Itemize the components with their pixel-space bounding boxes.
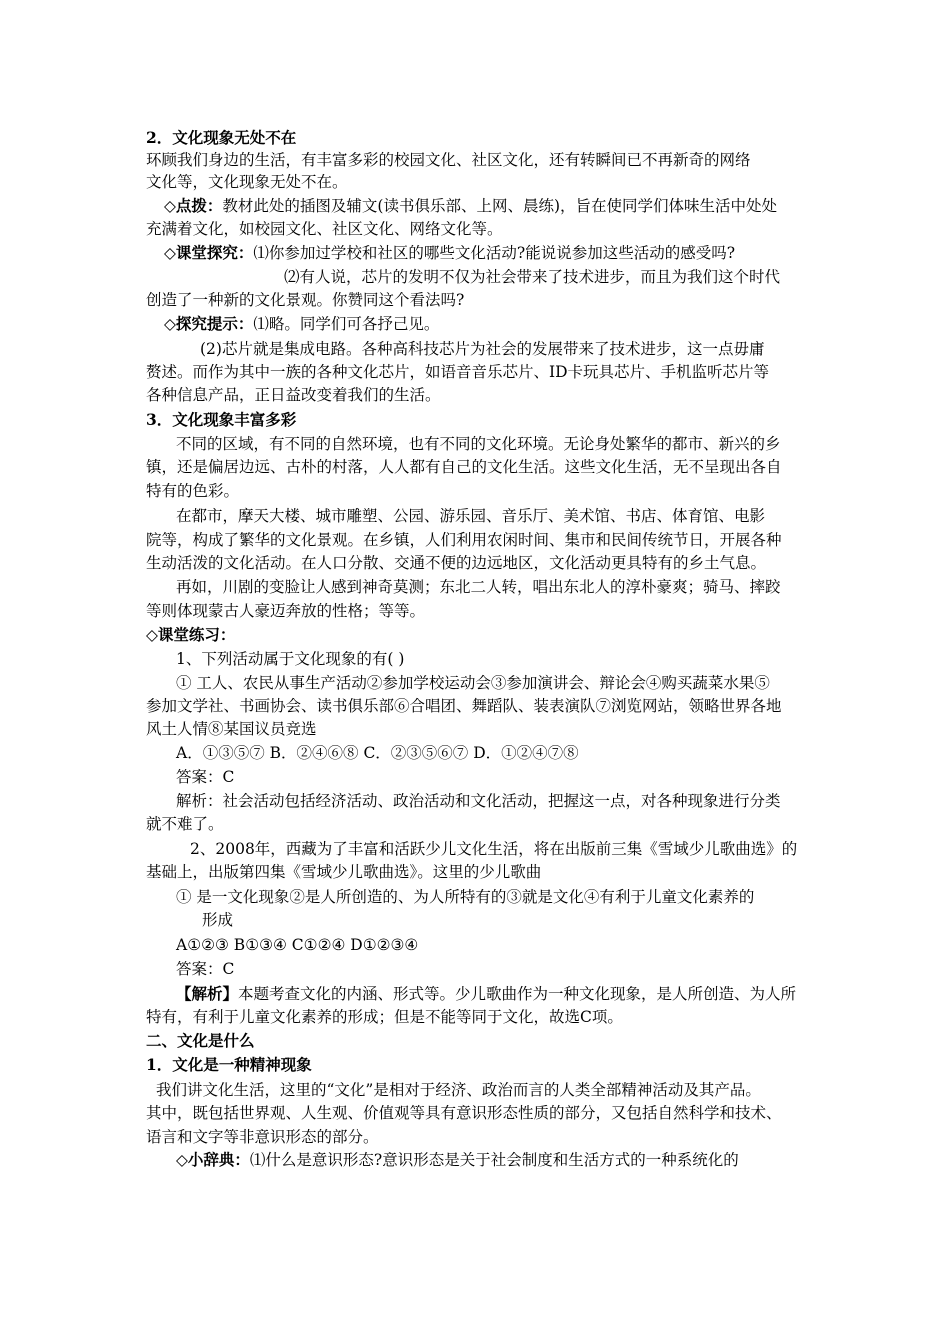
bold-text-segment: ◇小辞典：	[176, 1150, 250, 1169]
text-line	[200, 339, 764, 359]
text-segment: 参加文学社、书画协会、读书俱乐部⑥合唱团、舞蹈队、装表演队⑦浏览网站，领略世界各地	[146, 697, 782, 715]
text-segment: 答案：C	[176, 768, 235, 786]
text-segment: 1、下列活动属于文化现象的有( )	[176, 650, 405, 668]
text-line	[176, 887, 754, 907]
text-segment: 镇，还是偏居边远、古朴的村落，人人都有自己的文化生活。这些文化生活，无不呈现出各自	[146, 458, 782, 476]
bold-text-segment: ◇课堂练习：	[146, 625, 236, 644]
text-line	[176, 1150, 739, 1170]
text-line	[146, 814, 224, 834]
text-segment: 基础上，出版第四集《雪域少儿歌曲选》。这里的少儿歌曲	[146, 863, 542, 881]
bold-text-segment: 1．文化是一种精神现象	[146, 1055, 312, 1074]
text-line	[146, 290, 464, 310]
text-line	[146, 1127, 379, 1147]
bold-text-segment: ◇课堂探究：	[164, 243, 254, 262]
text-line	[176, 767, 234, 787]
text-line	[146, 1103, 782, 1123]
text-segment: (2)芯片就是集成电路。各种高科技芯片为社会的发展带来了技术进步，这一点毋庸	[200, 340, 765, 358]
text-segment: 特有，有利于儿童文化素养的形成；但是不能等同于文化，故选C项。	[146, 1008, 623, 1026]
text-segment: 解析：社会活动包括经济活动、政治活动和文化活动，把握这一点，对各种现象进行分类	[176, 792, 781, 810]
text-segment: 其中，既包括世界观、人生观、价值观等具有意识形态性质的部分，又包括自然科学和技术、	[146, 1104, 782, 1122]
text-line	[146, 553, 766, 573]
bold-text-segment: 【解析】	[176, 984, 239, 1003]
text-line	[176, 935, 418, 955]
text-line	[146, 150, 751, 170]
text-segment: 就不难了。	[146, 815, 224, 833]
text-segment: 等则体现蒙古人豪迈奔放的性格；等等。	[146, 602, 426, 620]
text-line	[176, 506, 765, 526]
text-segment: 2、2008年，西藏为了丰富和活跃少儿文化生活，将在出版前三集《雪域少儿歌曲选》的	[190, 840, 798, 858]
text-segment: ① 工人、农民从事生产活动②参加学校运动会③参加演讲会、辩论会④购买蔬菜水果⑤	[176, 674, 770, 692]
text-line	[176, 577, 781, 597]
text-segment: 不同的区域，有不同的自然环境，也有不同的文化环境。无论身处繁华的都市、新兴的乡	[176, 435, 781, 453]
text-segment: ⑴你参加过学校和社区的哪些文化活动?能说说参加这些活动的感受吗?	[253, 244, 736, 262]
text-line	[176, 649, 404, 669]
text-line	[146, 530, 782, 550]
text-segment: 赘述。而作为其中一族的各种文化芯片，如语音音乐芯片、ID卡玩具芯片、手机监听芯片等	[146, 363, 770, 381]
text-segment: ⑴什么是意识形态?意识形态是关于社会制度和生活方式的一种系统化的	[249, 1151, 739, 1169]
bold-text-segment: 3．文化现象丰富多彩	[146, 410, 297, 429]
text-line	[176, 791, 781, 811]
text-segment: 答案：C	[176, 960, 235, 978]
text-line	[146, 862, 541, 882]
text-segment: 我们讲文化生活，这里的“文化”是相对于经济、政治而言的人类全部精神活动及其产品。	[156, 1081, 761, 1099]
text-line	[176, 673, 770, 693]
text-line	[146, 719, 317, 739]
text-line	[164, 243, 735, 263]
text-line	[146, 481, 239, 501]
text-line	[146, 1007, 623, 1027]
text-line	[176, 984, 796, 1004]
text-line	[176, 743, 579, 763]
text-line	[146, 385, 441, 405]
text-segment: 文化等，文化现象无处不在。	[146, 173, 348, 191]
text-segment: ⑵有人说，芯片的发明不仅为社会带来了技术进步，而且为我们这个时代	[284, 268, 781, 286]
text-segment: A①②③ B①③④ C①②④ D①②③④	[176, 936, 419, 954]
text-segment: 创造了一种新的文化景观。你赞同这个看法吗?	[146, 291, 465, 309]
text-line	[146, 1055, 312, 1075]
text-segment: 在都市，摩天大楼、城市雕塑、公园、游乐园、音乐厅、美术馆、书店、体育馆、电影	[176, 507, 766, 525]
text-segment: 再如，川剧的变脸让人感到神奇莫测；东北二人转，唱出东北人的淳朴豪爽；骑马、摔跤	[176, 578, 781, 596]
text-line	[164, 314, 439, 334]
text-segment: 本题考查文化的内涵、形式等。少儿歌曲作为一种文化现象，是人所创造、为人所	[238, 985, 797, 1003]
text-line	[284, 267, 780, 287]
text-line	[146, 457, 782, 477]
bold-text-segment: 二、文化是什么	[146, 1031, 255, 1050]
text-line	[164, 196, 777, 216]
text-line	[146, 410, 296, 430]
text-segment: A．①③⑤⑦ B．②④⑥⑧ C．②③⑤⑥⑦ D．①②④⑦⑧	[176, 744, 579, 762]
text-line	[190, 839, 797, 859]
text-segment: 院等，构成了繁华的文化景观。在乡镇，人们利用农闲时间、集市和民间传统节日，开展各种	[146, 531, 782, 549]
text-line	[146, 172, 348, 192]
text-line	[176, 434, 781, 454]
bold-text-segment: ◇探究提示：	[164, 314, 254, 333]
text-line	[176, 959, 234, 979]
text-segment: 充满着文化，如校园文化、社区文化、网络文化等。	[146, 220, 503, 238]
text-line	[202, 910, 233, 930]
text-segment: 生动活泼的文化活动。在人口分散、交通不便的边远地区，文化活动更具特有的乡土气息。	[146, 554, 767, 572]
text-line	[146, 601, 425, 621]
text-line	[146, 625, 235, 645]
text-segment: ① 是一文化现象②是人所创造的、为人所特有的③就是文化④有利于儿童文化素养的	[176, 888, 755, 906]
text-line	[146, 1031, 255, 1051]
text-segment: 形成	[202, 911, 234, 929]
text-line	[156, 1080, 761, 1100]
text-segment: 环顾我们身边的生活，有丰富多彩的校园文化、社区文化，还有转瞬间已不再新奇的网络	[146, 151, 751, 169]
text-segment: 教材此处的插图及辅文(读书俱乐部、上网、晨练)，旨在使同学们体味生活中处处	[222, 197, 778, 215]
bold-text-segment: ◇点拨：	[164, 196, 223, 215]
text-line	[146, 696, 782, 716]
text-segment: 特有的色彩。	[146, 482, 240, 500]
text-segment: ⑴略。同学们可各抒己见。	[253, 315, 440, 333]
text-segment: 各种信息产品，正日益改变着我们的生活。	[146, 386, 441, 404]
text-line	[146, 362, 769, 382]
bold-text-segment: 2．文化现象无处不在	[146, 128, 297, 147]
text-segment: 风土人情⑧某国议员竞选	[146, 720, 317, 738]
text-line	[146, 219, 503, 239]
text-line	[146, 128, 296, 148]
text-segment: 语言和文字等非意识形态的部分。	[146, 1128, 379, 1146]
